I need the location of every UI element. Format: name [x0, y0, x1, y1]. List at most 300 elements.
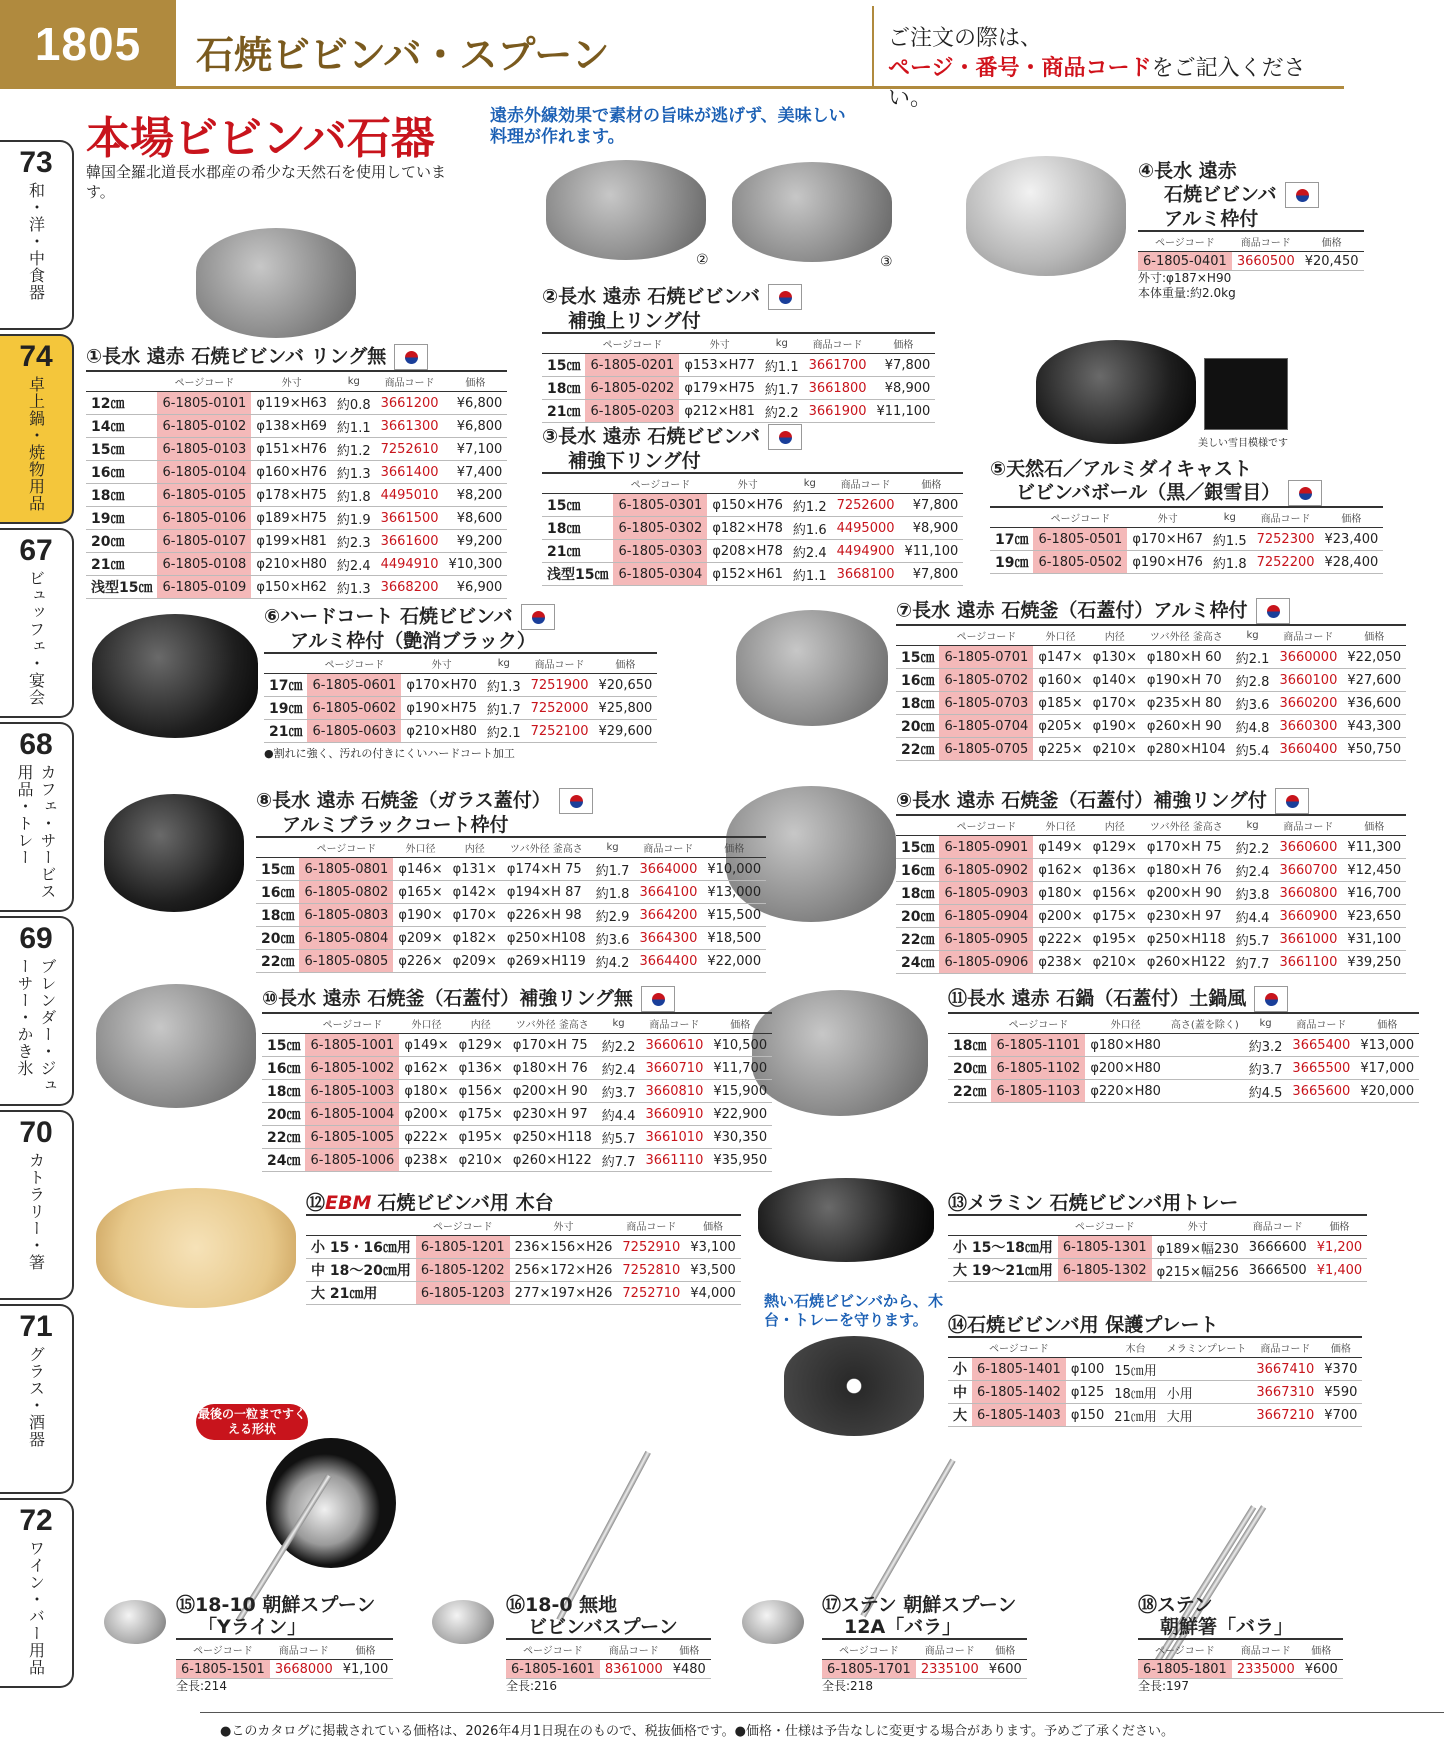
page-code-cell: 6-1805-0705: [939, 738, 1033, 761]
product-code-cell: 3661700: [804, 354, 872, 377]
spec-cell: 277×197×H26: [510, 1282, 618, 1305]
product-code-cell: 3661600: [376, 530, 444, 553]
table-row: [948, 1404, 1362, 1427]
price-cell: ¥20,650: [594, 674, 658, 697]
product-11-table: ページコード 外口径 高さ(蓋を除く) kg 商品コード 価格 18㎝ 6-1805-1101 φ180×H80 約3.2 3665400 ¥13,000 20㎝ 6-1805-1102 φ200×H80 約3.7 3665500 ¥17,000 22㎝ 6-1805-1103 φ220×H80 約4.5 3665600 ¥20,000: [948, 1012, 1419, 1103]
table-row: [506, 1660, 711, 1679]
spec-cell: φ189×H75: [251, 507, 332, 530]
size-cell: 14㎝: [86, 415, 157, 438]
product-photo-13: [758, 1178, 934, 1262]
price-cell: ¥600: [1300, 1660, 1343, 1679]
product-code-cell: 3661800: [804, 377, 872, 400]
size-cell: 大: [948, 1404, 972, 1427]
product-4-title2: 石焼ビビンバ: [1164, 183, 1277, 206]
price-cell: ¥3,100: [685, 1236, 741, 1259]
price-cell: ¥22,000: [702, 950, 766, 973]
spec-cell: 約4.2: [591, 950, 635, 973]
price-cell: ¥600: [984, 1660, 1027, 1679]
product-6-title: ⑥ハードコート 石焼ビビンバ: [264, 605, 513, 628]
price-cell: ¥15,500: [702, 904, 766, 927]
spec-cell: φ125: [1066, 1381, 1109, 1404]
product-code-cell: ¥1,400: [1312, 1259, 1368, 1282]
price-cell: ¥6,800: [444, 392, 508, 415]
table-row: [306, 1236, 741, 1259]
page-title: 石焼ビビンバ・スプーン: [196, 33, 610, 77]
table-row: [948, 1057, 1419, 1080]
product-18-title2: 朝鮮箸「バラ」: [1160, 1616, 1294, 1638]
table-row: [896, 738, 1406, 761]
spec-cell: φ225×: [1033, 738, 1087, 761]
price-cell: ¥36,600: [1342, 692, 1406, 715]
spec-cell: 約1.6: [788, 517, 832, 540]
price-cell: ¥7,800: [900, 494, 964, 517]
product-16-table: ページコード 商品コード 価格 6-1805-1601 8361000 ¥480: [506, 1638, 711, 1679]
order-note-rest: をご記入ください。: [888, 56, 1306, 111]
product-code-cell: 3661100: [1274, 951, 1342, 974]
spec-cell: φ150×H76: [707, 494, 788, 517]
product-2-table: ページコード 外寸 kg 商品コード 価格 15㎝ 6-1805-0201 φ153×H77 約1.1 3661700 ¥7,800 18㎝ 6-1805-0202 φ179×H75 約1.7 3661800 ¥8,900 21㎝ 6-1805-0203 φ212×H81 約2.2 3661900 ¥11,100: [542, 332, 935, 423]
product-15-title: ⑮18-10 朝鮮スプーン: [176, 1594, 376, 1616]
spec-cell: φ138×H69: [251, 415, 332, 438]
page-code-cell: 6-1805-0904: [939, 905, 1033, 928]
page-code-cell: 6-1805-1501: [176, 1660, 270, 1679]
spec-cell: [1162, 1358, 1252, 1381]
product-9-title: ⑨長水 遠赤 石焼釜（石蓋付）補強リング付: [896, 789, 1267, 812]
spec-cell: 約3.6: [1231, 692, 1275, 715]
price-cell: ¥7,400: [444, 461, 508, 484]
spec-cell: [1166, 1080, 1244, 1103]
size-cell: 小 15〜18㎝用: [948, 1236, 1058, 1259]
size-cell: 19㎝: [86, 507, 157, 530]
product-code-cell: 3661500: [376, 507, 444, 530]
product-code-cell: 3667410: [1251, 1358, 1319, 1381]
page-code-cell: 6-1805-0502: [1033, 551, 1127, 574]
product-9: [896, 788, 1406, 974]
spec-cell: 約2.4: [788, 540, 832, 563]
size-cell: 18㎝: [86, 484, 157, 507]
table-row: [990, 528, 1383, 551]
page-code-cell: 6-1805-0901: [939, 836, 1033, 859]
price-cell: ¥7,800: [900, 563, 964, 586]
spec-cell: φ149×: [399, 1034, 453, 1057]
page-code-cell: 6-1805-1005: [305, 1126, 399, 1149]
table-row: [542, 540, 963, 563]
product-3-title: ③長水 遠赤 石焼ビビンバ: [542, 425, 760, 448]
spec-cell: 21㎝用: [1109, 1404, 1162, 1427]
price-cell: ¥15,900: [708, 1080, 772, 1103]
page-code-cell: 6-1805-0401: [1138, 252, 1232, 271]
page-code-cell: 6-1805-0303: [613, 540, 707, 563]
tab-67[interactable]: 67 ビュッフェ・宴会: [0, 528, 74, 718]
product-15: [176, 1594, 393, 1694]
product-16-title2: ビビンバスプーン: [528, 1616, 678, 1638]
product-code-cell: 2335100: [916, 1660, 984, 1679]
tray-feature: 熱い石焼ビビンバから、木台・トレーを守ります。: [764, 1292, 943, 1329]
product-2: [542, 284, 935, 423]
table-row: [176, 1660, 393, 1679]
spec-cell: 約2.4: [332, 553, 376, 576]
product-10-title: ⑩長水 遠赤 石焼釜（石蓋付）補強リング無: [262, 987, 633, 1010]
spec-cell: φ170×H 75: [508, 1034, 597, 1057]
korea-flag-icon: [1285, 182, 1319, 208]
spec-cell: φ136×: [454, 1057, 508, 1080]
spec-cell: φ222×: [399, 1126, 453, 1149]
page-code-cell: 6-1805-1403: [972, 1404, 1066, 1427]
spec-cell: φ142×: [448, 881, 502, 904]
page-code-cell: 6-1805-0804: [299, 927, 393, 950]
table-row: [1138, 1660, 1343, 1679]
page-code-cell: 6-1805-1002: [305, 1057, 399, 1080]
size-cell: 17㎝: [264, 674, 307, 697]
product-15-title2: 「Yライン」: [198, 1616, 307, 1638]
page-code-cell: 6-1805-0602: [307, 697, 401, 720]
size-cell: 22㎝: [896, 928, 939, 951]
product-16: [506, 1594, 711, 1694]
spec-cell: φ180×H 60: [1142, 646, 1231, 669]
spec-cell: φ200×: [399, 1103, 453, 1126]
tab-72[interactable]: 72 ワイン・バー用品: [0, 1498, 74, 1688]
spec-cell: 約1.5: [1208, 528, 1252, 551]
product-12-title: 石焼ビビンバ用 木台: [377, 1192, 554, 1214]
size-cell: 16㎝: [262, 1057, 305, 1080]
product-5-table: ページコード 外寸 kg 商品コード 価格 17㎝ 6-1805-0501 φ170×H67 約1.5 7252300 ¥23,400 19㎝ 6-1805-0502 φ190×H76 約1.8 7252200 ¥28,400: [990, 506, 1383, 574]
korea-flag-icon: [641, 986, 675, 1012]
product-code-cell: 3661000: [1274, 928, 1342, 951]
table-row: [896, 692, 1406, 715]
spec-cell: φ199×H81: [251, 530, 332, 553]
spec-cell: 約2.1: [482, 720, 526, 743]
page-code-cell: 6-1805-0101: [157, 392, 251, 415]
spec-cell: φ140×: [1088, 669, 1142, 692]
spec-cell: φ180×H 76: [1142, 859, 1231, 882]
size-cell: 19㎝: [990, 551, 1033, 574]
product-15-length: 全長:214: [176, 1679, 227, 1693]
spec-cell: φ146×: [393, 858, 447, 881]
product-6-title2: アルミ枠付（艶消ブラック）: [290, 630, 536, 652]
spec-cell: φ235×H 80: [1142, 692, 1231, 715]
product-7: [896, 598, 1406, 761]
spec-cell: 約7.7: [597, 1149, 641, 1172]
size-cell: 21㎝: [542, 540, 613, 563]
price-cell: ¥35,950: [708, 1149, 772, 1172]
table-row: [256, 927, 766, 950]
spec-cell: φ190×H75: [401, 697, 482, 720]
price-cell: ¥8,600: [444, 507, 508, 530]
spec-cell: 約2.4: [597, 1057, 641, 1080]
spec-cell: φ260×H122: [508, 1149, 597, 1172]
product-photo-5-detail: [1204, 358, 1288, 430]
tab-74[interactable]: 74 卓上鍋・焼物用品: [0, 334, 74, 524]
page-code-cell: 6-1805-0703: [939, 692, 1033, 715]
product-code-cell: ¥1,200: [1312, 1236, 1368, 1259]
product-code-cell: 7252600: [832, 494, 900, 517]
spec-cell: φ179×H75: [679, 377, 760, 400]
table-row: [896, 836, 1406, 859]
table-row: [256, 950, 766, 973]
spec-cell: φ209×: [448, 950, 502, 973]
size-cell: 16㎝: [86, 461, 157, 484]
spec-cell: [1166, 1034, 1244, 1057]
spec-cell: φ175×: [1088, 905, 1142, 928]
spec-cell: φ226×: [393, 950, 447, 973]
tab-69[interactable]: 69 ブレンダー・ジューサー・かき氷: [0, 916, 74, 1106]
product-11: [948, 986, 1419, 1103]
spec-cell: 約2.3: [332, 530, 376, 553]
product-18-length: 全長:197: [1138, 1679, 1189, 1693]
tab-71[interactable]: 71 グラス・酒器: [0, 1304, 74, 1494]
product-12-brand: EBM: [325, 1192, 372, 1214]
product-2-title2: 補強上リング付: [568, 310, 701, 332]
table-row: [262, 1126, 772, 1149]
spec-cell: 約1.7: [591, 858, 635, 881]
page-code-cell: 6-1805-0103: [157, 438, 251, 461]
product-code-cell: 3665500: [1287, 1057, 1355, 1080]
page-code-cell: 6-1805-0104: [157, 461, 251, 484]
price-cell: ¥18,500: [702, 927, 766, 950]
spec-cell: φ238×: [1033, 951, 1087, 974]
price-cell: ¥25,800: [594, 697, 658, 720]
spec-cell: 約1.8: [332, 484, 376, 507]
spec-cell: φ174×H 75: [502, 858, 591, 881]
spoon-feature-bubble: 最後の一粒まですくえる形状: [196, 1404, 308, 1440]
price-cell: ¥50,750: [1342, 738, 1406, 761]
spec-cell: 約1.8: [591, 881, 635, 904]
price-cell: ¥11,100: [900, 540, 964, 563]
table-row: [306, 1259, 741, 1282]
product-7-title: ⑦長水 遠赤 石焼釜（石蓋付）アルミ枠付: [896, 599, 1248, 622]
page-number: 1805: [0, 0, 176, 88]
spec-cell: 256×172×H26: [510, 1259, 618, 1282]
price-cell: ¥23,400: [1320, 528, 1384, 551]
spec-cell: 約7.7: [1231, 951, 1275, 974]
product-code-cell: 7252710: [617, 1282, 685, 1305]
price-cell: ¥13,000: [702, 881, 766, 904]
spec-cell: 18㎝用: [1109, 1381, 1162, 1404]
spec-cell: φ178×H75: [251, 484, 332, 507]
spec-cell: φ200×: [1033, 905, 1087, 928]
spec-cell: φ160×H76: [251, 461, 332, 484]
size-cell: 20㎝: [896, 715, 939, 738]
table-row: [86, 507, 507, 530]
size-cell: 21㎝: [264, 720, 307, 743]
product-code-cell: 3660300: [1274, 715, 1342, 738]
page-code-cell: 6-1805-1701: [822, 1660, 916, 1679]
product-photo-12: [96, 1188, 296, 1308]
size-cell: 16㎝: [896, 859, 939, 882]
spec-cell: φ210×H80: [251, 553, 332, 576]
price-cell: ¥29,600: [594, 720, 658, 743]
size-cell: 24㎝: [262, 1149, 305, 1172]
product-14-title: ⑭石焼ビビンバ用 保護プレート: [948, 1314, 1219, 1336]
price-cell: ¥9,200: [444, 530, 508, 553]
product-5-title: ⑤天然石／アルミダイキャスト: [990, 458, 1252, 480]
price-cell: ¥10,000: [702, 858, 766, 881]
page-code-cell: 6-1805-1004: [305, 1103, 399, 1126]
spec-cell: φ182×H78: [707, 517, 788, 540]
product-3-table: ページコード 外寸 kg 商品コード 価格 15㎝ 6-1805-0301 φ150×H76 約1.2 7252600 ¥7,800 18㎝ 6-1805-0302 φ182×H78 約1.6 4495000 ¥8,900 21㎝ 6-1805-0303 φ208×H78 約2.4 4494900 ¥11,100 浅型15㎝ 6-1805-0304 φ152×H61 約1.1 3668100 ¥7,800: [542, 472, 963, 586]
page-code-cell: 6-1805-1102: [991, 1057, 1085, 1080]
product-code-cell: 3661110: [640, 1149, 708, 1172]
spec-cell: 約5.7: [1231, 928, 1275, 951]
page-code-cell: 6-1805-1402: [972, 1381, 1066, 1404]
spec-cell: 約2.2: [760, 400, 804, 423]
spec-cell: 約1.9: [332, 507, 376, 530]
korea-flag-icon: [768, 424, 802, 450]
page-code-cell: 6-1805-0501: [1033, 528, 1127, 551]
price-cell: ¥7,800: [872, 354, 936, 377]
product-13: [948, 1192, 1367, 1282]
page-code-cell: 6-1805-0601: [307, 674, 401, 697]
spec-cell: φ260×H122: [1142, 951, 1231, 974]
spec-cell: φ195×: [454, 1126, 508, 1149]
product-code-cell: 3667310: [1251, 1381, 1319, 1404]
page-code-cell: 6-1805-0107: [157, 530, 251, 553]
product-10: [262, 986, 772, 1172]
product-code-cell: 3668200: [376, 576, 444, 599]
spec-cell: φ208×H78: [707, 540, 788, 563]
page-code-cell: 6-1805-0106: [157, 507, 251, 530]
size-cell: 18㎝: [262, 1080, 305, 1103]
tab-73[interactable]: 73 和・洋・中食器: [0, 140, 74, 330]
product-code-cell: 3660600: [1274, 836, 1342, 859]
size-cell: 16㎝: [256, 881, 299, 904]
size-cell: 20㎝: [86, 530, 157, 553]
product-3: [542, 424, 963, 586]
size-cell: 22㎝: [948, 1080, 991, 1103]
price-cell: ¥8,900: [900, 517, 964, 540]
price-cell: ¥6,800: [444, 415, 508, 438]
table-row: [256, 881, 766, 904]
spec-cell: φ130×: [1088, 646, 1142, 669]
product-4: [1138, 160, 1364, 301]
product-code-cell: 3668100: [832, 563, 900, 586]
page-code-cell: 6-1805-0902: [939, 859, 1033, 882]
spec-cell: φ210×H80: [401, 720, 482, 743]
product-12-table: ページコード 外寸 商品コード 価格 小 15・16㎝用 6-1805-1201 236×156×H26 7252910 ¥3,100 中 18〜20㎝用 6-1805-1202 256×172×H26 7252810 ¥3,500 大 21㎝用 6-1805-1203 277×197×H26 7252710 ¥4,000: [306, 1214, 741, 1305]
spec-cell: φ165×: [393, 881, 447, 904]
spec-cell: φ152×H61: [707, 563, 788, 586]
table-row: [264, 720, 657, 743]
table-row: [948, 1080, 1419, 1103]
spec-cell: φ180×H 76: [508, 1057, 597, 1080]
spec-cell: φ200×H 90: [1142, 882, 1231, 905]
spec-cell: 約1.3: [332, 576, 376, 599]
spec-cell: φ153×H77: [679, 354, 760, 377]
size-cell: 18㎝: [896, 692, 939, 715]
page-code-cell: 6-1805-1301: [1058, 1236, 1152, 1259]
size-cell: 大 21㎝用: [306, 1282, 416, 1305]
spec-cell: 約2.2: [597, 1034, 641, 1057]
table-row: [896, 715, 1406, 738]
spec-cell: φ136×: [1088, 859, 1142, 882]
product-5-title2: ビビンバボール（黒／銀雪目）: [1016, 481, 1281, 504]
size-cell: 18㎝: [542, 377, 585, 400]
tab-70[interactable]: 70 カトラリー・箸: [0, 1110, 74, 1300]
price-cell: ¥590: [1319, 1381, 1362, 1404]
product-17-title2: 12A「バラ」: [844, 1616, 962, 1638]
product-code-cell: 3661900: [804, 400, 872, 423]
photo-5-note: 美しい雪目模様です: [1198, 438, 1288, 449]
price-cell: ¥370: [1319, 1358, 1362, 1381]
page-code-cell: 6-1805-1203: [416, 1282, 510, 1305]
page-code-cell: 6-1805-1006: [305, 1149, 399, 1172]
spec-cell: φ170×: [1088, 692, 1142, 715]
tab-68[interactable]: 68 カフェ・サービス用品・トレー: [0, 722, 74, 912]
product-18-table: ページコード 商品コード 価格 6-1805-1801 2335000 ¥600: [1138, 1638, 1343, 1679]
spec-cell: φ230×H 97: [508, 1103, 597, 1126]
spec-cell: 約3.2: [1244, 1034, 1288, 1057]
product-16-title: ⑯18-0 無地: [506, 1594, 618, 1616]
product-7-table: ページコード 外口径 内径 ツバ外径 釜高さ kg 商品コード 価格 15㎝ 6-1805-0701 φ147× φ130× φ180×H 60 約2.1 3660000 ¥22,050 16㎝ 6-1805-0702 φ160× φ140× φ190×H 70 約2.8 3660100 ¥27,600 18㎝ 6-1805-0703 φ185× φ170× φ235×H 80 約3.6 3660200 ¥36,600 20㎝ 6-1805-0704 φ205× φ190× φ260×H 90 約4.8 3660300 ¥43,300 22㎝ 6-1805-0705 φ225× φ210× φ280×H104 約5.4 3660400 ¥50,750: [896, 624, 1406, 761]
spec-cell: φ156×: [454, 1080, 508, 1103]
table-row: [542, 354, 935, 377]
product-14: [948, 1314, 1362, 1427]
price-cell: ¥20,000: [1355, 1080, 1419, 1103]
spec-cell: 約5.4: [1231, 738, 1275, 761]
table-row: [86, 461, 507, 484]
page-code-cell: 6-1805-0202: [585, 377, 679, 400]
table-row: [262, 1103, 772, 1126]
product-10-table: ページコード 外口径 内径 ツバ外径 釜高さ kg 商品コード 価格 15㎝ 6-1805-1001 φ149× φ129× φ170×H 75 約2.2 3660610 ¥10,500 16㎝ 6-1805-1002 φ162× φ136× φ180×H 76 約2.4 3660710 ¥11,700 18㎝ 6-1805-1003 φ180× φ156× φ200×H 90 約3.7 3660810 ¥15,900 20㎝ 6-1805-1004 φ200× φ175× φ230×H 97 約4.4 3660910 ¥22,900 22㎝ 6-1805-1005 φ222× φ195× φ250×H118 約5.7 3661010 ¥30,350 24㎝ 6-1805-1006 φ238× φ210× φ260×H122 約7.7 3661110 ¥35,950: [262, 1012, 772, 1172]
korea-flag-icon: [1275, 788, 1309, 814]
product-13-table: ページコード 外寸 商品コード 価格 小 15〜18㎝用 6-1805-1301 φ189×幅230 3666600 ¥1,200 大 19〜21㎝用 6-1805-1302 φ215×幅256 3666500 ¥1,400: [948, 1214, 1367, 1282]
spec-cell: φ150×H62: [251, 576, 332, 599]
product-1-title: ①長水 遠赤 石焼ビビンバ リング無: [86, 345, 387, 368]
table-row: [948, 1259, 1367, 1282]
product-12-mark: ⑫: [306, 1192, 326, 1214]
page-code-cell: 6-1805-0903: [939, 882, 1033, 905]
product-code-cell: 7252610: [376, 438, 444, 461]
product-2-title: ②長水 遠赤 石焼ビビンバ: [542, 285, 760, 308]
spec-cell: 約4.4: [597, 1103, 641, 1126]
spec-cell: φ147×: [1033, 646, 1087, 669]
spec-cell: 約1.3: [482, 674, 526, 697]
price-cell: ¥1,100: [338, 1660, 394, 1679]
spec-cell: φ182×: [448, 927, 502, 950]
spec-cell: φ151×H76: [251, 438, 332, 461]
price-cell: ¥10,500: [708, 1034, 772, 1057]
product-code-cell: 3665600: [1287, 1080, 1355, 1103]
spec-cell: φ160×: [1033, 669, 1087, 692]
product-code-cell: 4494900: [832, 540, 900, 563]
product-17-table: ページコード 商品コード 価格 6-1805-1701 2335100 ¥600: [822, 1638, 1027, 1679]
price-cell: ¥6,900: [444, 576, 508, 599]
price-cell: ¥17,000: [1355, 1057, 1419, 1080]
price-cell: ¥13,000: [1355, 1034, 1419, 1057]
spec-cell: 236×156×H26: [510, 1236, 618, 1259]
product-15-table: ページコード 商品コード 価格 6-1805-1501 3668000 ¥1,100: [176, 1638, 393, 1679]
product-8-title: ⑧長水 遠赤 石焼釜（ガラス蓋付）: [256, 789, 551, 812]
spec-cell: φ100: [1066, 1358, 1109, 1381]
spec-cell: φ170×: [448, 904, 502, 927]
table-row: [86, 553, 507, 576]
table-row: [542, 377, 935, 400]
size-cell: 15㎝: [542, 494, 613, 517]
page-code-cell: 6-1805-1001: [305, 1034, 399, 1057]
spec-cell: 3666500: [1244, 1259, 1312, 1282]
table-row: [822, 1660, 1027, 1679]
size-cell: 22㎝: [256, 950, 299, 973]
footer-divider: [200, 1712, 1444, 1713]
product-photo-4: [966, 156, 1126, 276]
spec-cell: 約1.3: [332, 461, 376, 484]
product-6-note: ●割れに強く、汚れの付きにくいハードコート加工: [264, 747, 515, 760]
table-row: [896, 928, 1406, 951]
page-code-cell: 6-1805-0702: [939, 669, 1033, 692]
page-code-cell: 6-1805-0108: [157, 553, 251, 576]
table-row: [896, 882, 1406, 905]
spec-cell: 約1.2: [332, 438, 376, 461]
